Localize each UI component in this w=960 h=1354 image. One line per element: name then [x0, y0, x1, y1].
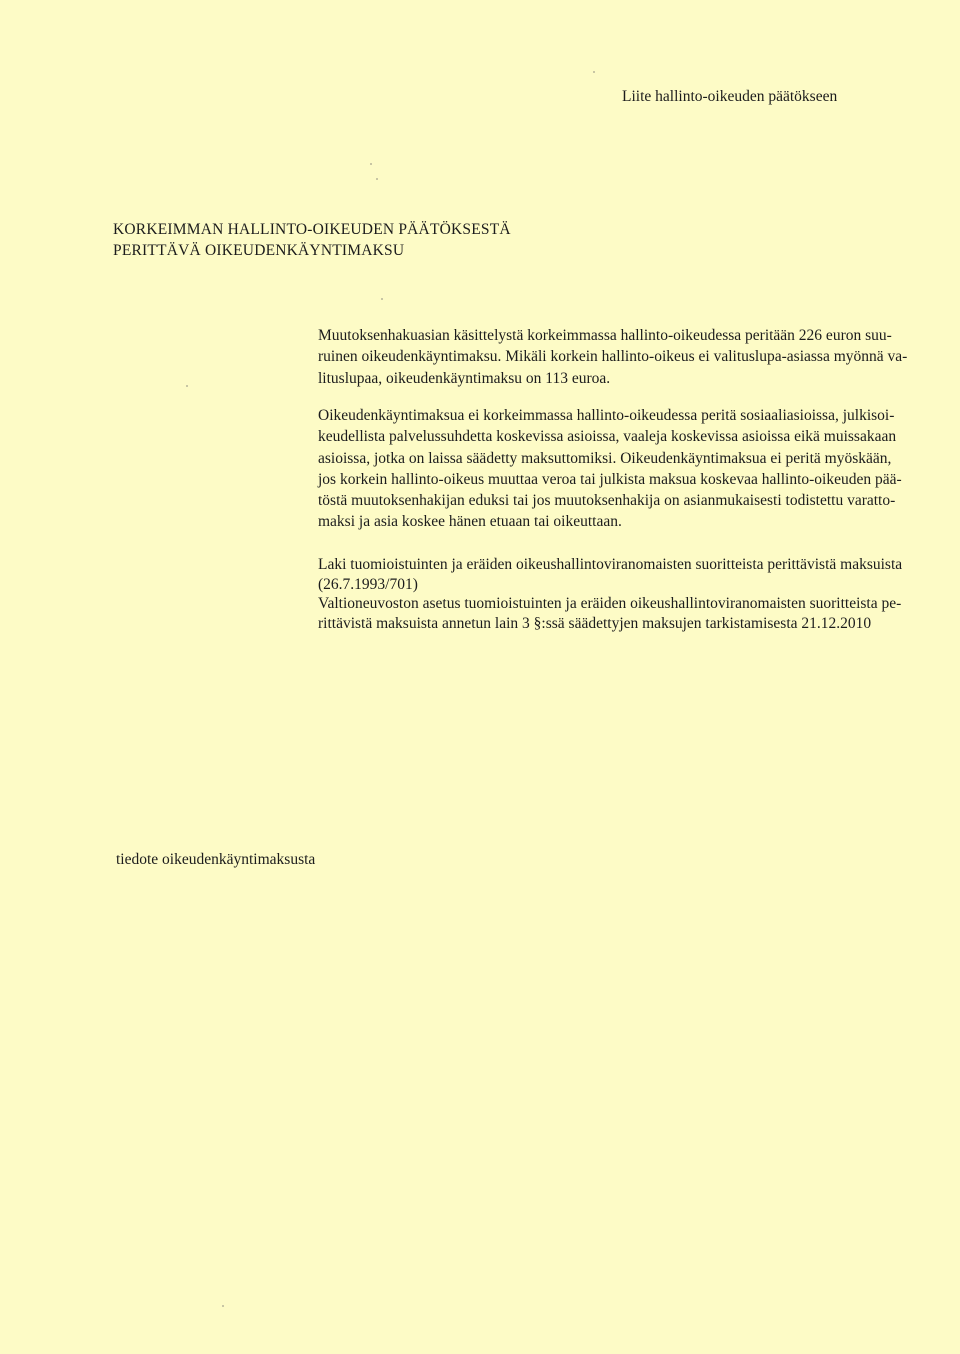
title-line-1: KORKEIMMAN HALLINTO-OIKEUDEN PÄÄTÖKSESTÄ — [113, 221, 511, 238]
paragraph-line: (26.7.1993/701) — [318, 575, 418, 593]
paragraph-fee-exemptions — [318, 405, 930, 533]
paragraph-line: asioissa, jotka on laissa säädetty maksuttomiksi. Oikeudenkäyntimaksua ei peritä myöskään, — [318, 449, 892, 467]
paragraph-line: keudellista palvelussuhdetta koskevissa asioissa, vaaleja koskevissa asioissa eikä muissakaan — [318, 428, 897, 446]
attachment-note: Liite hallinto-oikeuden päätökseen — [622, 88, 838, 105]
paragraph-line: Laki tuomioistuinten ja eräiden oikeushallintoviranomaisten suoritteista perittävistä maksuista — [318, 556, 903, 573]
scan-speck — [593, 71, 595, 73]
paragraph-line: töstä muutoksenhakijan eduksi tai jos muutoksenhakija on asianmukaisesti todistettu varatto- — [318, 492, 896, 510]
paragraph-line: Muutoksenhakuasian käsittelystä korkeimmassa hallinto-oikeudessa peritään 226 euron suu- — [318, 327, 892, 344]
scan-speck — [381, 298, 383, 300]
scan-speck — [222, 1305, 224, 1307]
title-line-2: PERITTÄVÄ OIKEUDENKÄYNTIMAKSU — [113, 242, 405, 259]
footer-note: tiedote oikeudenkäyntimaksusta — [116, 851, 316, 868]
scan-speck — [186, 385, 188, 387]
paragraph-line: jos korkein hallinto-oikeus muuttaa veroa tai julkista maksua koskevaa hallinto-oikeuden pää- — [318, 470, 902, 488]
paragraph-fee-amount — [318, 325, 930, 389]
paragraph-line: Valtioneuvoston asetus tuomioistuinten ja eräiden oikeushallintoviranomaisten suoritteista pe- — [318, 595, 902, 612]
scan-speck — [370, 163, 372, 165]
paragraph-legal-references — [318, 555, 930, 633]
paragraph-line: lituslupaa, oikeudenkäyntimaksu on 113 euroa. — [318, 369, 611, 387]
scan-speck — [376, 178, 378, 180]
paragraph-line: rittävistä maksuista annetun lain 3 §:ssä säädettyjen maksujen tarkistamisesta 21.12.2010 — [318, 614, 872, 632]
paragraph-line: maksi ja asia koskee hänen etuaan tai oikeuttaan. — [318, 513, 622, 531]
paragraph-line: Oikeudenkäyntimaksua ei korkeimmassa hallinto-oikeudessa peritä sosiaaliasioissa, julkisoi- — [318, 407, 895, 424]
document-title — [113, 219, 511, 261]
paragraph-line: ruinen oikeudenkäyntimaksu. Mikäli korkein hallinto-oikeus ei valituslupa-asiassa myönnä va- — [318, 348, 908, 366]
